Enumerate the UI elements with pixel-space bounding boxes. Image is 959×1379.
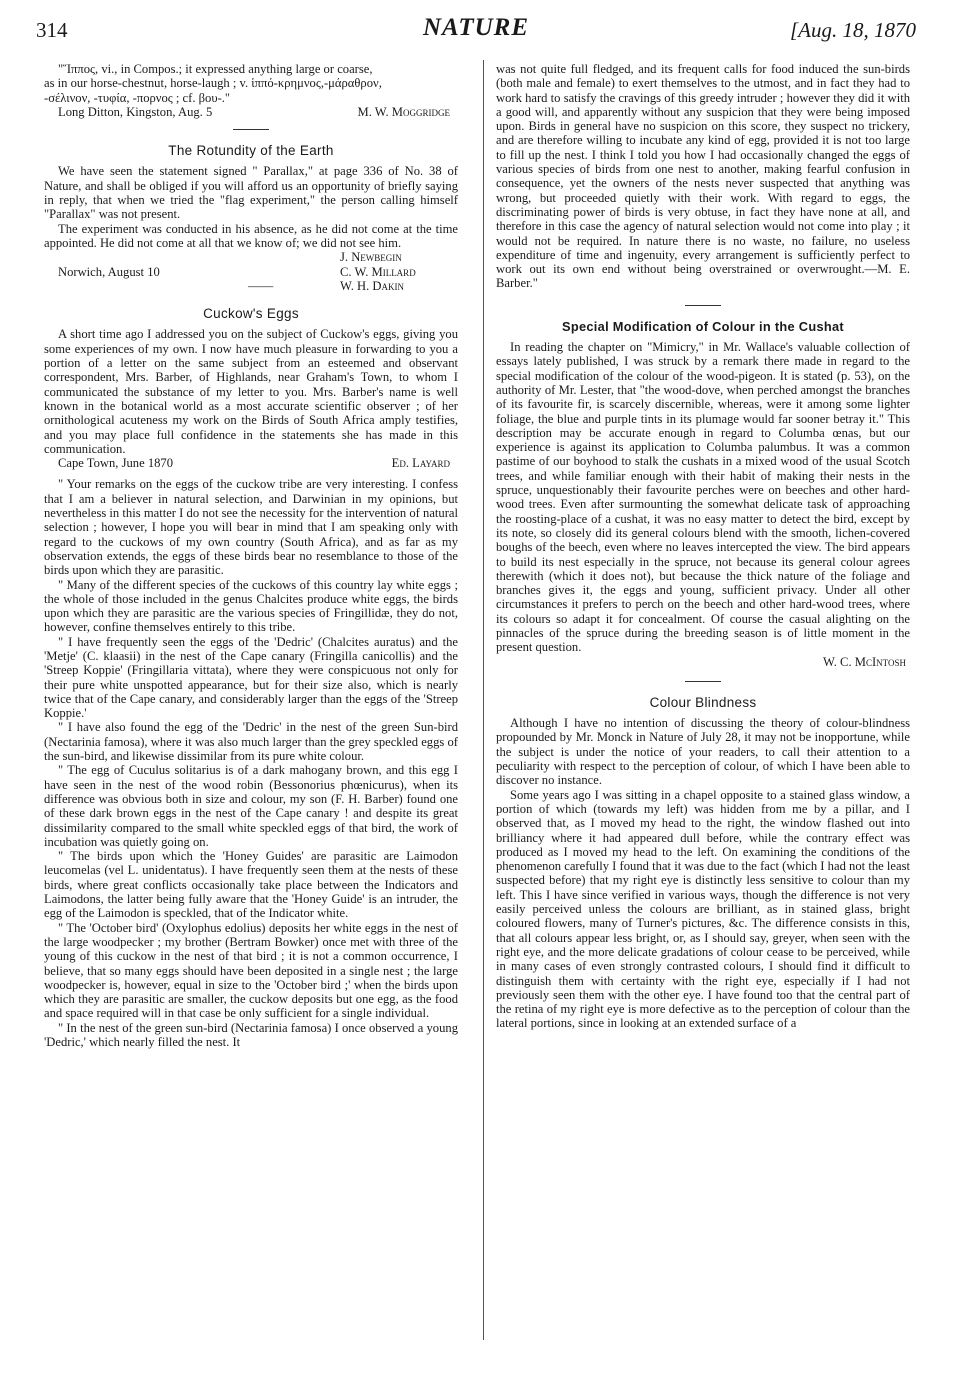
paragraph: " I have also found the egg of the 'Dedric' in the nest of the green Sun-bird (Nectarinia famosa), where it was also much larger than the grey speckled eggs of the sun-bird, and likewise dissimilar from its pure white colour. (44, 720, 458, 764)
paragraph: was not quite full fledged, and its frequent calls for food induced the sun-birds (both male and female) to exert themselves to the utmost, and in fact they had to work hard to satisfy the cravings of this greedy intruder ; however they did it with a good will, and apparently without any suspicion that they were being imposed upon. Birds in general have no suspicion on this score, they suspect no trickery, and are therefore willing to incubate any kind of egg, provided it is not too large to fill up the nest. I think I told you how I had occasionally changed the eggs of various species of birds from one nest to another, making fearful confusion in consequence, yet the owners of the nests never suspected that anything was wrong, but proceeded quietly with their work. With regard to eggs, the discriminating power of birds is very obtuse, in fact they have none at all, and therefore in this case the agency of natural selection would not come into play ; it would not be required. In nature there is no waste, no failure, no useless expenditure of time and ingenuity, every arrangement is sufficiently perfect to work out its own end without being overstrained or overwrought.—M. E. Barber." (496, 62, 910, 291)
separator (233, 129, 269, 130)
greek-line: as in our horse-chestnut, horse-laugh ; v. ἱππό-κρημνος,-μάραθρον, (44, 76, 382, 91)
greek-line: "Ἵππος, vi., in Compos.; it expressed anything large or coarse, (58, 62, 373, 76)
letter-place: Cape Town, June 1870 (58, 456, 174, 471)
signature-dash: —— (248, 278, 274, 293)
signer: J. Newbegin (340, 250, 402, 265)
paragraph: " The 'October bird' (Oxylophus edolius) deposits her white eggs in the nest of the large woodpecker ; my brother (Bertram Bowker) once met with three of the young of this cuckow in the nest of that bird ; it is not a common occurrence, I believe, that so many eggs should have been deposited in a single nest ; the large woodpecker is, however, equal in size to the 'October bird ;' when the birds upon which they are parasitic are smaller, the cuckow deposits but one egg, as the food and space required will in that case be only sufficient for a single individual. (44, 920, 458, 1021)
paragraph: " Many of the different species of the cuckows of this country lay white eggs ; the whole of those included in the genus Chalcites produce white eggs, the birds upon which they are parasitic are the various species of Fringillidæ, they do not, however, confine themselves entirely to this tribe. (44, 577, 458, 635)
letter-author: Ed. Layard (391, 456, 450, 471)
right-column (496, 62, 910, 1031)
letter-author: M. W. Moggridge (357, 104, 450, 119)
page-header (36, 14, 916, 48)
article-title-cuckow: Cuckow's Eggs (203, 306, 299, 322)
paragraph: " I have frequently seen the eggs of the 'Dedric' (Chalcites auratus) and the 'Metje' (C. klaasii) in the nest of the Cape canary (Fringilla canicollis) and the 'Streep Koppie' (Fringillaria vittata), where they were conspicuous not only for their pure white unspotted appearance, but for their size also, which is nearly twice that of the Cape canary, and considerably larger than the eggs of the 'Streep Koppie.' (44, 634, 458, 721)
article-title-cushat: Special Modification of Colour in the Cushat (562, 318, 844, 334)
journal-title: NATURE (422, 14, 530, 41)
greek-line: -σέλινον, -τυφία, -πορνος ; cf. βου-." (44, 90, 231, 105)
article-title-rotundity: The Rotundity of the Earth (168, 143, 334, 159)
left-column (44, 62, 458, 1049)
paragraph: " In the nest of the green sun-bird (Nectarinia famosa) I once observed a young 'Dedric,' which nearly filled the nest. It (44, 1020, 458, 1049)
paragraph: " The egg of Cuculus solitarius is of a dark mahogany brown, and this egg I have seen in the nest of the wood robin (Bessonorius phœnicurus), when its difference was obvious both in size and colour, my son (F. H. Barber) found one of these dark brown eggs in the nest of the Cape canary ! and despite its great dissimilarity compared to the small white speckled eggs of that bird, the work of incubation was quietly going on. (44, 763, 458, 849)
greek-etymology (44, 62, 458, 105)
letter-signature (44, 105, 458, 119)
article-signature: W. C. McIntosh (823, 654, 906, 669)
paragraph: " The birds upon which the 'Honey Guides' are parasitic are Laimodon leucomelas (vel L. unidentatus). I have frequently seen them at the nests of these birds, where great conflicts occasionally take place between the Indicators and Laimodons, the latter being fully aware that the 'Honey Guide' is an intruder, the egg of the Laimodon is speckled, that of the Indicator white. (44, 849, 458, 921)
paragraph: " Your remarks on the eggs of the cuckow tribe are very interesting. I confess that I am a believer in natural selection, and Darwinian in my opinions, but nevertheless in this matter I do not see the necessity for the intervention of natural selection ; however, I hope you will bear in mind that I am speaking only with regard to the cuckows of my own country (South Africa), and as far as my observation extends, the eggs of these birds bear no resemblance to those of the birds upon which they are parasitic. (44, 477, 458, 578)
paragraph: We have seen the statement signed " Parallax," at page 336 of No. 38 of Nature, and shall be obliged if you will afford us an opportunity of briefly saying in reply, that when we tried the "flag experiment," the person calling himself "Parallax" was not present. (44, 164, 458, 222)
signature-block (44, 250, 458, 293)
paragraph: Although I have no intention of discussing the theory of colour-blindness propounded by Mr. Monck in Nature of July 28, it may not be inopportune, while the subject is under the notice of your readers, to call their attention to a peculiarity with respect to the perception of colour, of which I have been able to discover no instance. (496, 716, 910, 788)
paragraph: In reading the chapter on "Mimicry," in Mr. Wallace's valuable collection of essays lately published, I was struck by a remark there made in regard to the special modification of the colour of the wood-pigeon. It is stated (p. 53), on the authority of Mr. Lester, that "the wood-dove, when perched amongst the branches of its favourite fir, is scarcely discernible, whereas, were it among some lighter foliage, the blue and purple tints in its plumage would far sooner betray it." This description may be accurate enough in regard to Columba œnas, but our experience is against its application to Columba palumbus. It was a common pastime of our boyhood to stalk the cushats in a mixed wood of the usual Scotch trees, and while familiar enough with their habit of making their nests in the spruce, unquestionably their favourite perches were on beeches and other hard-wood trees. Even after surmounting the somewhat delicate task of approaching the roosting-place of a cushat, it was no easy matter to detect the bird, except by its note, so closely did its general colours blend with the smooth, lichen-covered boughs of the beech, even where no leaves intercepted the view. The bird appears to build its nest especially in the spruce, not because its general colour agrees therewith (which it does not), but because the thick nature of the foliage and branches gives it, the eggs and young, sufficient privacy. Under all other circumstances it prefers to perch on the beech and other hard-wood trees, where its colours so adapt it for concealment. Of course the casual alighting on the pinnacles of the spruce during the breeding season is of little moment in the present question. (496, 340, 910, 655)
separator (685, 305, 721, 306)
signer: C. W. Millard (340, 264, 416, 279)
paragraph: The experiment was conducted in his absence, as he did not come at the time appointed. He did not come at all that we know of; we did not see him. (44, 221, 458, 250)
paragraph: Some years ago I was sitting in a chapel opposite to a stained glass window, a portion of which (towards my left) was hidden from me by a pillar, and I observed that, as I moved my head to the right, the window flashed out into brilliancy where it had appeared dull before, while the contrary effect was produced as I moved my head to the left. On examining the conditions of the phenomenon carefully I found that it was due to the fact (which I had not the least suspected before) that my right eye is distinctly less sensitive to colour than my left. This I have since verified in various ways, though the difference is not very easily perceived unless the colours are brilliant, as in stained glass, bright coloured flowers, many of Turner's pictures, &c. The difference consists in this, that all colours appear less bright, or, as I should say, greyer, when seen with the right eye, and the more delicate gradations of colour cease to be perceived, while in many cases of even strongly contrasted colours, I should find it difficult to distinguish them with certainty with the right eye, especially if I had not previously seen them with the other eye. I have found too that the central part of the retina of my right eye is more defective as to the perception of colour than the lateral portions, since in looking at an extended surface of a (496, 787, 910, 1031)
paragraph: A short time ago I addressed you on the subject of Cuckow's eggs, giving you some experiences of my own. I now have much pleasure in forwarding to you a portion of a letter on the same subject from an esteemed and observant correspondent, Mrs. Barber, of Highlands, near Graham's Town, to whom I communicated the substance of my letter to you. Mrs. Barber's name is well known in the botanical world as a most accurate scientific observer ; of her ornithological acuteness my work on the Birds of South Africa amply testifies, and you may place full confidence in the statements she has made in this communication. (44, 327, 458, 456)
signature-place: Norwich, August 10 (58, 264, 160, 279)
letter-place: Long Ditton, Kingston, Aug. 5 (58, 104, 213, 119)
issue-date: [Aug. 18, 1870 (790, 18, 916, 42)
page-number: 314 (36, 18, 68, 42)
signer: W. H. Dakin (340, 278, 405, 293)
separator (685, 681, 721, 682)
article-title-colour-blindness: Colour Blindness (649, 694, 757, 710)
letter-signature (44, 456, 458, 470)
column-divider (483, 60, 484, 1340)
